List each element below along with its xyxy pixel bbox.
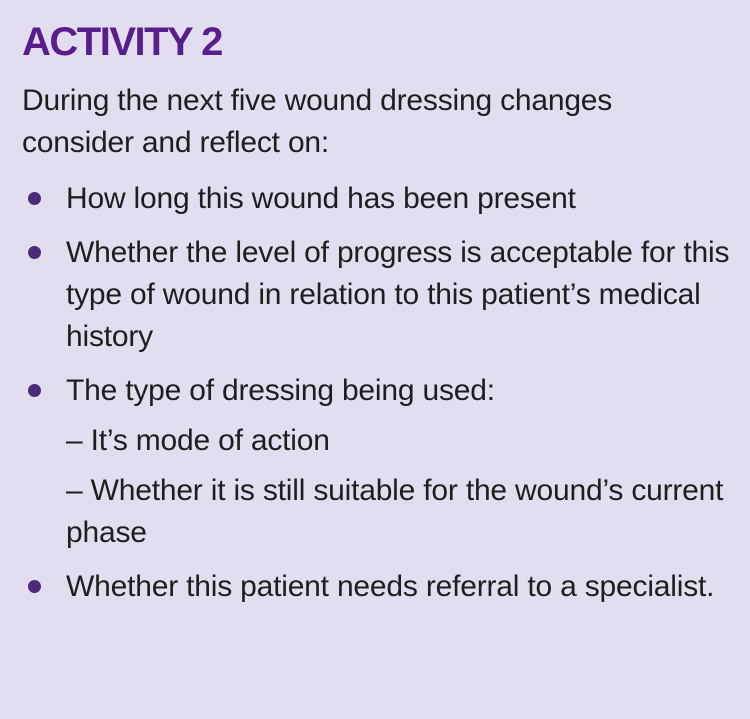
list-item-text: The type of dressing being used: — [66, 374, 495, 407]
list-item-text: Whether the level of progress is acceptable for this type of wound in relation to this patient’s medical history — [66, 236, 730, 353]
sub-item: – It’s mode of action — [66, 424, 330, 457]
list-item — [22, 232, 730, 358]
bullet-icon — [28, 580, 41, 593]
list-item — [22, 178, 730, 220]
bullet-icon — [28, 246, 41, 259]
activity-title: ACTIVITY 2 — [22, 20, 222, 64]
bullet-icon — [28, 384, 41, 397]
list-item — [22, 370, 730, 554]
bullet-icon — [28, 192, 41, 205]
reflection-list — [22, 178, 730, 608]
activity-intro: During the next five wound dressing changes consider and reflect on: — [22, 84, 613, 159]
list-item-text: How long this wound has been present — [66, 182, 576, 215]
list-item-text: Whether this patient needs referral to a specialist. — [66, 570, 715, 603]
sub-item: – Whether it is still suitable for the wound’s current phase — [66, 474, 724, 549]
list-item — [22, 566, 730, 608]
